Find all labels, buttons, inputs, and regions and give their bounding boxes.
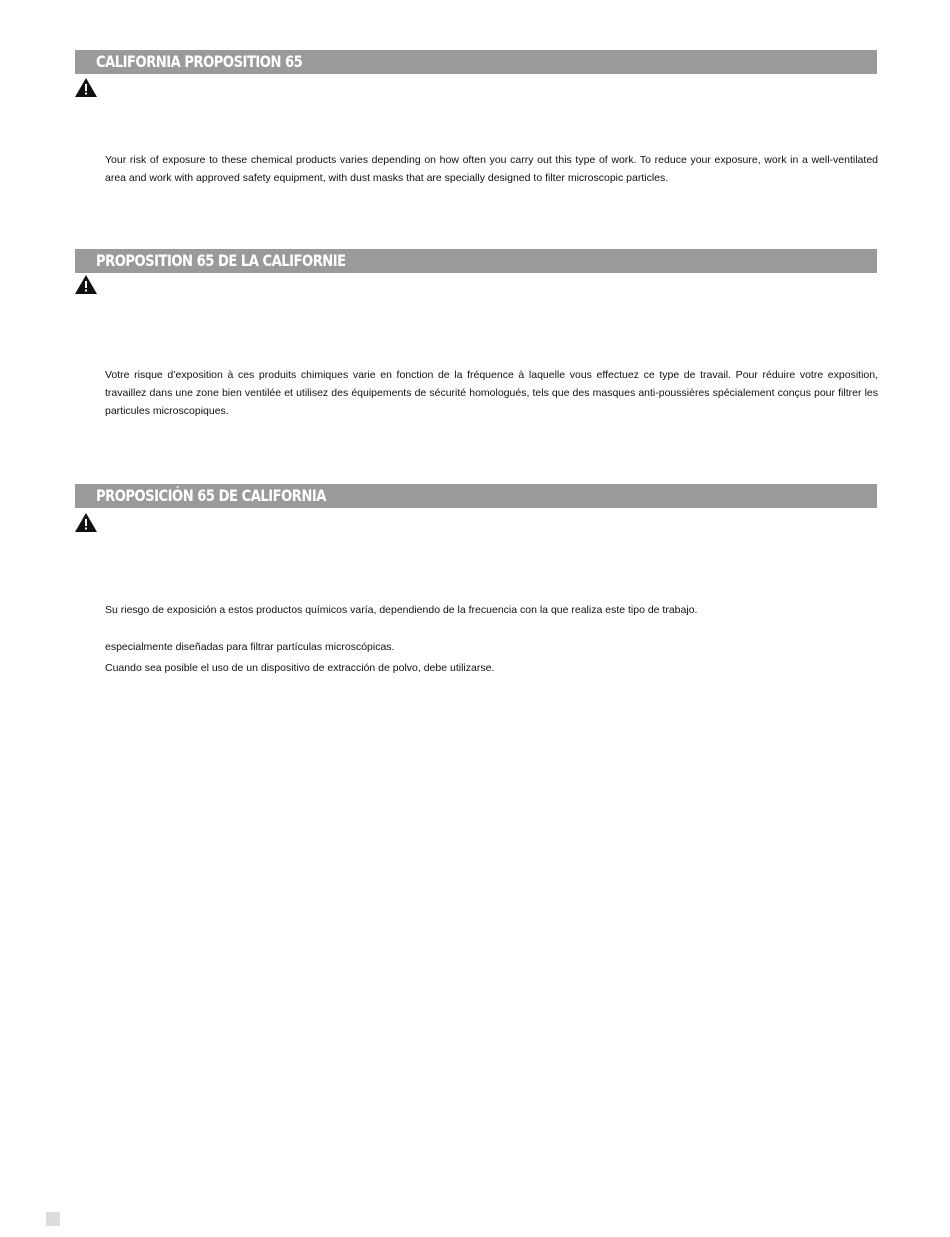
section-heading-english: [75, 50, 877, 74]
paragraph-spanish-line-2: especialmente diseñadas para filtrar partículas microscópicas.: [105, 641, 395, 653]
heading-text: PROPOSITION 65 DE LA CALIFORNIE: [96, 251, 346, 270]
paragraph-spanish-line-1: Su riesgo de exposición a estos productos químicos varía, dependiendo de la frecuencia con la que realiza este tipo de trabajo.: [105, 604, 698, 616]
section-heading-spanish: [75, 484, 877, 508]
paragraph-spanish-line-3: Cuando sea posible el uso de un dispositivo de extracción de polvo, debe utilizarse.: [105, 662, 495, 674]
warning-icon: [75, 78, 97, 97]
warning-icon: [75, 513, 97, 532]
heading-text: PROPOSICIÓN 65 DE CALIFORNIA: [96, 486, 326, 505]
section-heading-french: [75, 249, 877, 273]
paragraph-french: Votre risque d’exposition à ces produits chimiques varie en fonction de la fréquence à laquelle vous effectuez ce type de travail. Pour réduire votre exposition, travaillez dans une zone bien ventilée et utilisez des équipements de sécurité homologués, tels que des masques anti-poussières spécialement conçus pour filtrer les particules microscopiques.: [105, 369, 878, 417]
heading-text: CALIFORNIA PROPOSITION 65: [96, 52, 303, 71]
paragraph-english: Your risk of exposure to these chemical products varies depending on how often you carry out this type of work. To reduce your exposure, work in a well-ventilated area and work with approved safety equipment, with dust masks that are specially designed to filter microscopic particles.: [105, 154, 878, 184]
page-marker: [46, 1212, 60, 1226]
warning-icon: [75, 275, 97, 294]
